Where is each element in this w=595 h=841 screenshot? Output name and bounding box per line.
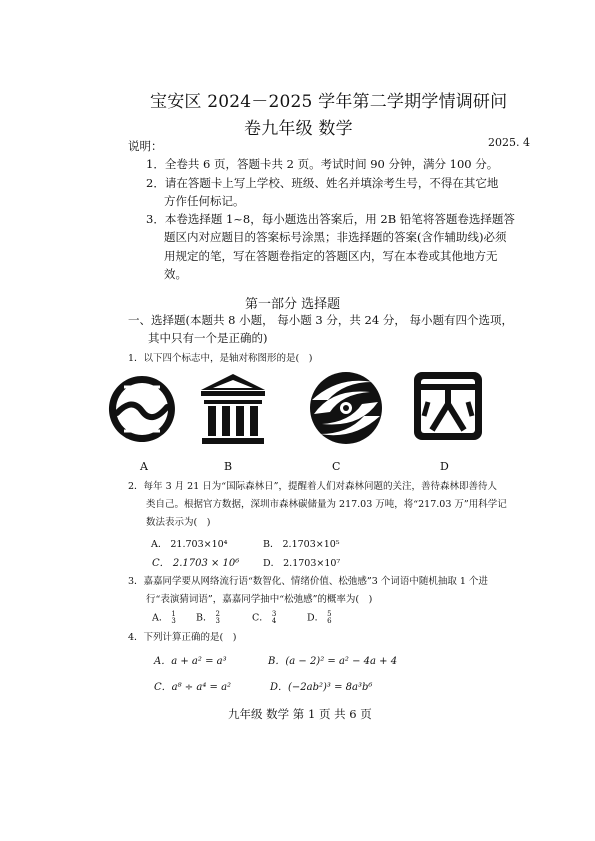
question-3-option-c <box>252 611 276 625</box>
question-4-option-a: A．a + a² = a³ <box>154 656 227 667</box>
fraction-b-numerator: 2 <box>215 610 220 618</box>
logo-c-icon <box>308 370 384 446</box>
option-a-label: A． <box>152 612 169 624</box>
page-footer: 九年级 数学 第 1 页 共 6 页 <box>228 707 372 721</box>
logo-b-label: B <box>224 460 233 473</box>
page-title-line1: 宝安区 2024－2025 学年第二学期学情调研问 <box>150 92 508 112</box>
question-4-option-c: C．a⁸ ÷ a⁴ = a² <box>154 682 232 693</box>
question-2-line3: 数法表示为( ) <box>146 517 211 528</box>
logo-a-icon <box>106 373 178 445</box>
instruction-3-cont2: 用规定的笔，写在答题卷指定的答题区内，写在本卷或其他地方无 <box>164 249 498 263</box>
fraction-c <box>272 611 276 625</box>
question-2-option-b: B． 2.1703×10⁵ <box>263 539 340 550</box>
question-3-option-a <box>152 611 176 625</box>
option-b-label: B． <box>196 612 213 624</box>
instruction-2-cont: 方作任何标记。 <box>164 194 245 208</box>
fraction-a-numerator: 1 <box>171 610 176 618</box>
question-2-line2: 类自己。根据官方数据，深圳市森林碳储量为 217.03 万吨，将“217.03 万”用科学记 <box>146 499 507 510</box>
logo-d-label: D <box>440 460 449 473</box>
section-heading-line2: 其中只有一个是正确的) <box>148 331 268 345</box>
fraction-b-denominator: 3 <box>215 617 220 625</box>
question-1-stem: 1．以下四个标志中，是轴对称图形的是( ) <box>128 353 313 364</box>
question-2-line1: 2．每年 3 月 21 日为“国际森林日”，提醒着人们对森林问题的关注，善待森林即善待人 <box>128 481 497 492</box>
instruction-3-cont1: 题区内对应题目的答案标号涂黑；非选择题的答案(含作辅助线)必须 <box>164 230 507 244</box>
question-2-option-c: C． 2.1703 × 10⁶ <box>152 558 240 569</box>
question-3-line2: 行“表演猜词语”，嘉嘉同学抽中“松弛感”的概率为( ) <box>146 594 373 605</box>
logo-d-icon <box>412 370 484 442</box>
fraction-d-numerator: 5 <box>327 610 332 618</box>
fraction-d <box>327 611 331 625</box>
logo-b-icon <box>199 372 267 446</box>
fraction-a-denominator: 3 <box>171 617 176 625</box>
part1-title: 第一部分 选择题 <box>245 297 341 312</box>
logo-c-label: C <box>332 460 341 473</box>
question-4-option-d: D．(−2ab²)³ = 8a³b⁶ <box>270 682 373 693</box>
fraction-c-numerator: 3 <box>271 610 277 618</box>
question-3-option-b <box>196 611 220 625</box>
fraction-c-denominator: 4 <box>271 617 277 625</box>
question-2-option-d: D． 2.1703×10⁷ <box>263 558 341 569</box>
question-4-stem: 4．下列计算正确的是( ) <box>128 632 237 643</box>
instruction-2: 2．请在答题卡上写上学校、班级、姓名并填涂考生号，不得在其它地 <box>146 176 499 190</box>
instruction-3-cont3: 效。 <box>164 267 187 281</box>
logo-a-label: A <box>140 460 148 473</box>
question-2-option-a: A． 21.703×10⁴ <box>151 539 228 550</box>
instructions-heading: 说明： <box>128 139 163 153</box>
fraction-a <box>171 611 175 625</box>
fraction-b <box>216 611 220 625</box>
question-3-option-d <box>307 611 332 625</box>
section-heading-line1: 一、选择题(本题共 8 小题， 每小题 3 分，共 24 分， 每小题有四个选项， <box>128 313 513 327</box>
question-3-line1: 3．嘉嘉同学要从网络流行语“数智化、情绪价值、松弛感”3 个词语中随机抽取 1 个进 <box>128 576 488 587</box>
option-c-label: C． <box>252 612 269 624</box>
instruction-1: 1．全卷共 6 页，答题卡共 2 页。考试时间 90 分钟，满分 100 分。 <box>146 157 499 171</box>
option-d-label: D． <box>307 612 325 624</box>
instruction-3: 3．本卷选择题 1~8，每小题选出答案后，用 2B 铅笔将答题卷选择题答 <box>146 212 515 226</box>
exam-date: 2025. 4 <box>488 136 530 149</box>
fraction-d-denominator: 6 <box>327 617 332 625</box>
page-title-line2: 卷九年级 数学 <box>244 119 353 139</box>
question-4-option-b: B．(a − 2)² = a² − 4a + 4 <box>268 656 398 667</box>
